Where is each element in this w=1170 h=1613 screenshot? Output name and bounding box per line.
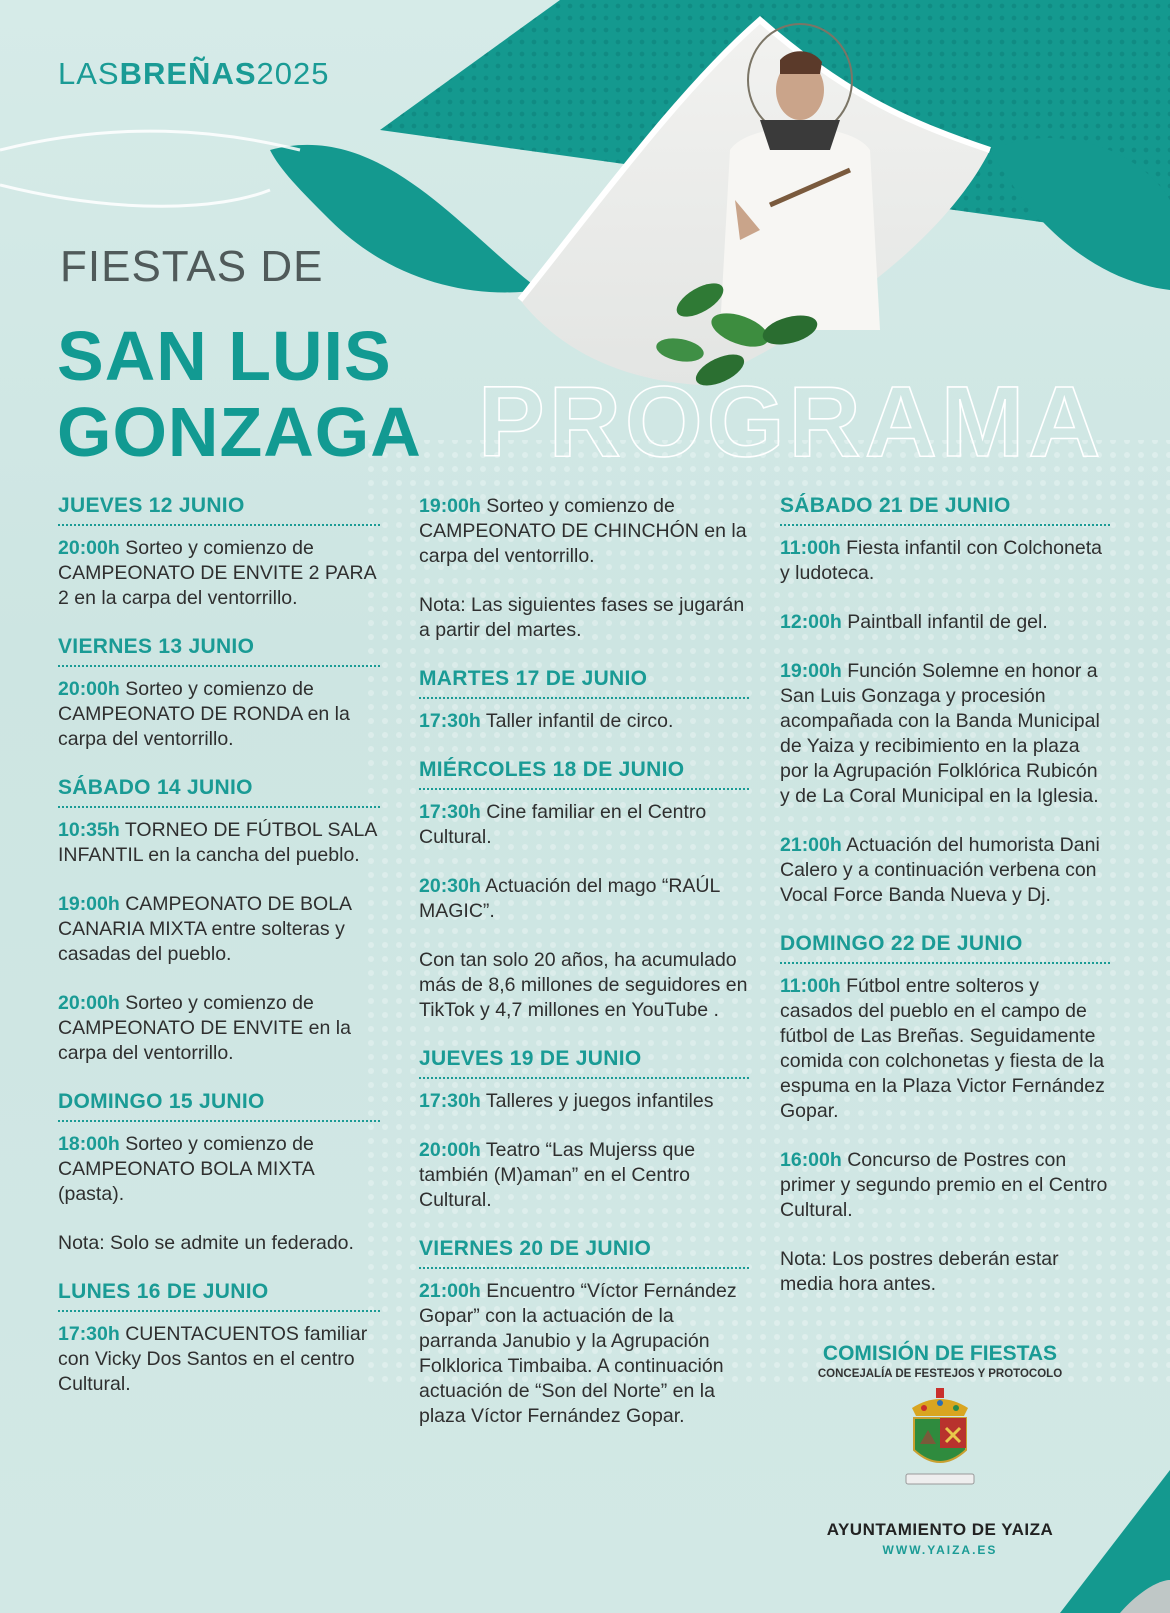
event-item xyxy=(58,818,380,868)
program-column-2 xyxy=(419,494,749,1453)
day-heading: VIERNES 20 DE JUNIO xyxy=(419,1237,749,1269)
event-item xyxy=(419,874,749,924)
ayuntamiento-name: AYUNTAMIENTO DE YAIZA xyxy=(826,1520,1054,1539)
brand-brenas: BREÑAS xyxy=(119,56,257,91)
event-description: Fiesta infantil con Colchoneta y ludoteca. xyxy=(780,537,1102,584)
event-item xyxy=(58,892,380,967)
brand-las: LAS xyxy=(58,56,120,91)
page-title xyxy=(57,318,422,470)
day-section xyxy=(780,932,1110,1297)
event-item xyxy=(780,833,1110,908)
day-section xyxy=(58,635,380,752)
event-item xyxy=(780,1148,1110,1223)
day-heading: VIERNES 13 JUNIO xyxy=(58,635,380,667)
event-description: Teatro “Las Mujerss que también (M)aman” en el Centro Cultural. xyxy=(419,1139,696,1211)
event-time: 12:00h xyxy=(780,611,842,633)
event-time: 20:00h xyxy=(58,537,120,559)
day-heading: LUNES 16 DE JUNIO xyxy=(58,1280,380,1312)
event-description: Sorteo y comienzo de CAMPEONATO DE RONDA en la carpa del ventorrillo. xyxy=(58,678,350,750)
title-line-2: GONZAGA xyxy=(57,393,422,471)
event-note xyxy=(419,593,749,643)
day-heading: JUEVES 12 JUNIO xyxy=(58,494,380,526)
event-description: Concurso de Postres con primer y segundo premio en el Centro Cultural. xyxy=(780,1149,1108,1221)
event-description: Con tan solo 20 años, ha acumulado más de 8,6 millones de seguidores en TikTok y 4,7 millones en YouTube . xyxy=(419,949,748,1021)
day-heading: SÁBADO 14 JUNIO xyxy=(58,776,380,808)
event-time: 17:30h xyxy=(419,801,481,823)
event-time: 18:00h xyxy=(58,1133,120,1155)
day-section xyxy=(419,494,749,643)
event-description: Sorteo y comienzo de CAMPEONATO DE ENVITE en la carpa del ventorrillo. xyxy=(58,992,351,1064)
event-description: CUENTACUENTOS familiar con Vicky Dos Santos en el centro Cultural. xyxy=(58,1323,368,1395)
event-description: Nota: Solo se admite un federado. xyxy=(58,1232,354,1254)
day-section xyxy=(58,494,380,611)
event-time: 19:00h xyxy=(780,660,842,682)
event-description: Encuentro “Víctor Fernández Gopar” con la actuación de la parranda Janubio y la Agrupación Folklorica Timbaiba. A continuación actuación de “Son del Norte” en la plaza Víctor Fernández Gopar. xyxy=(419,1280,737,1427)
event-time: 11:00h xyxy=(780,975,841,997)
event-description: Sorteo y comienzo de CAMPEONATO DE ENVITE 2 PARA 2 en la carpa del ventorrillo. xyxy=(58,537,376,609)
event-item xyxy=(419,1138,749,1213)
event-description: TORNEO DE FÚTBOL SALA INFANTIL en la cancha del pueblo. xyxy=(58,819,377,866)
ayuntamiento-block xyxy=(780,1520,1100,1557)
day-section xyxy=(419,1237,749,1429)
day-section xyxy=(419,1047,749,1213)
day-heading: MIÉRCOLES 18 DE JUNIO xyxy=(419,758,749,790)
day-section xyxy=(780,494,1110,908)
event-description: Nota: Las siguientes fases se jugarán a partir del martes. xyxy=(419,594,745,641)
day-heading: MARTES 17 DE JUNIO xyxy=(419,667,749,699)
day-section xyxy=(58,776,380,1066)
event-item xyxy=(58,536,380,611)
event-time: 21:00h xyxy=(780,834,842,856)
event-time: 19:00h xyxy=(58,893,120,915)
day-section xyxy=(58,1280,380,1397)
event-description: Sorteo y comienzo de CAMPEONATO DE CHINCHÓN en la carpa del ventorrillo. xyxy=(419,495,747,567)
event-item xyxy=(419,800,749,850)
yaiza-coat-of-arms-icon xyxy=(902,1388,978,1492)
concejalia-subtitle: CONCEJALÍA DE FESTEJOS Y PROTOCOLO xyxy=(817,1368,1063,1380)
event-time: 16:00h xyxy=(780,1149,842,1171)
website-link[interactable]: WWW.YAIZA.ES xyxy=(882,1543,998,1557)
comision-block xyxy=(780,1342,1100,1380)
event-description: Actuación del humorista Dani Calero y a continuación verbena con Vocal Force Banda Nueva y Dj. xyxy=(780,834,1100,906)
event-description: Paintball infantil de gel. xyxy=(841,611,1048,633)
event-item xyxy=(58,1322,380,1397)
event-item xyxy=(419,1089,749,1114)
event-time: 10:35h xyxy=(58,819,120,841)
event-time: 11:00h xyxy=(780,537,841,559)
brand-year: 2025 xyxy=(256,56,330,91)
event-item xyxy=(780,659,1110,809)
day-section xyxy=(419,667,749,734)
event-time: 17:30h xyxy=(58,1323,120,1345)
program-column-1 xyxy=(58,494,380,1421)
event-item xyxy=(58,1132,380,1207)
event-description: Fútbol entre solteros y casados del pueblo en el campo de fútbol de Las Breñas. Seguidamente comida con colchonetas y fiesta de la espuma en la Plaza Victor Fernández Gopar. xyxy=(780,975,1105,1122)
event-time: 20:30h xyxy=(419,875,481,897)
day-heading: DOMINGO 15 JUNIO xyxy=(58,1090,380,1122)
event-description: Taller infantil de circo. xyxy=(480,710,674,732)
subtitle-fiestas-de: FIESTAS DE xyxy=(60,242,324,291)
program-column-3 xyxy=(780,494,1110,1321)
event-time: 20:00h xyxy=(58,992,120,1014)
event-time: 17:30h xyxy=(419,1090,481,1112)
event-item xyxy=(780,974,1110,1124)
event-description: Talleres y juegos infantiles xyxy=(480,1090,714,1112)
day-heading: SÁBADO 21 DE JUNIO xyxy=(780,494,1110,526)
event-time: 17:30h xyxy=(419,710,481,732)
comision-title: COMISIÓN DE FIESTAS xyxy=(822,1342,1058,1365)
event-time: 21:00h xyxy=(419,1280,481,1302)
day-heading: JUEVES 19 DE JUNIO xyxy=(419,1047,749,1079)
day-section xyxy=(58,1090,380,1256)
day-section xyxy=(419,758,749,1023)
event-item xyxy=(58,991,380,1066)
event-description: Nota: Los postres deberán estar media hora antes. xyxy=(780,1248,1059,1295)
event-description: Cine familiar en el Centro Cultural. xyxy=(419,801,707,848)
event-description: Sorteo y comienzo de CAMPEONATO BOLA MIXTA (pasta). xyxy=(58,1133,314,1205)
event-description: Actuación del mago “RAÚL MAGIC”. xyxy=(419,875,720,922)
event-item xyxy=(419,709,749,734)
event-note xyxy=(58,1231,380,1256)
event-item xyxy=(780,610,1110,635)
event-item xyxy=(419,494,749,569)
event-time: 19:00h xyxy=(419,495,481,517)
brand-logo xyxy=(58,56,329,92)
event-description: Función Solemne en honor a San Luis Gonzaga y procesión acompañada con la Banda Municipal de Yaiza y recibimiento en la plaza por la Agrupación Folklórica Rubicón y de La Coral Municipal en la Iglesia. xyxy=(780,660,1100,807)
event-time: 20:00h xyxy=(419,1139,481,1161)
event-description: CAMPEONATO DE BOLA CANARIA MIXTA entre solteras y casadas del pueblo. xyxy=(58,893,351,965)
title-line-1: SAN LUIS xyxy=(57,317,392,395)
event-item xyxy=(419,1279,749,1429)
event-note xyxy=(419,948,749,1023)
event-note xyxy=(780,1247,1110,1297)
event-item xyxy=(58,677,380,752)
event-item xyxy=(780,536,1110,586)
day-heading: DOMINGO 22 DE JUNIO xyxy=(780,932,1110,964)
programa-outline-text: PROGRAMA xyxy=(478,366,1105,478)
event-time: 20:00h xyxy=(58,678,120,700)
